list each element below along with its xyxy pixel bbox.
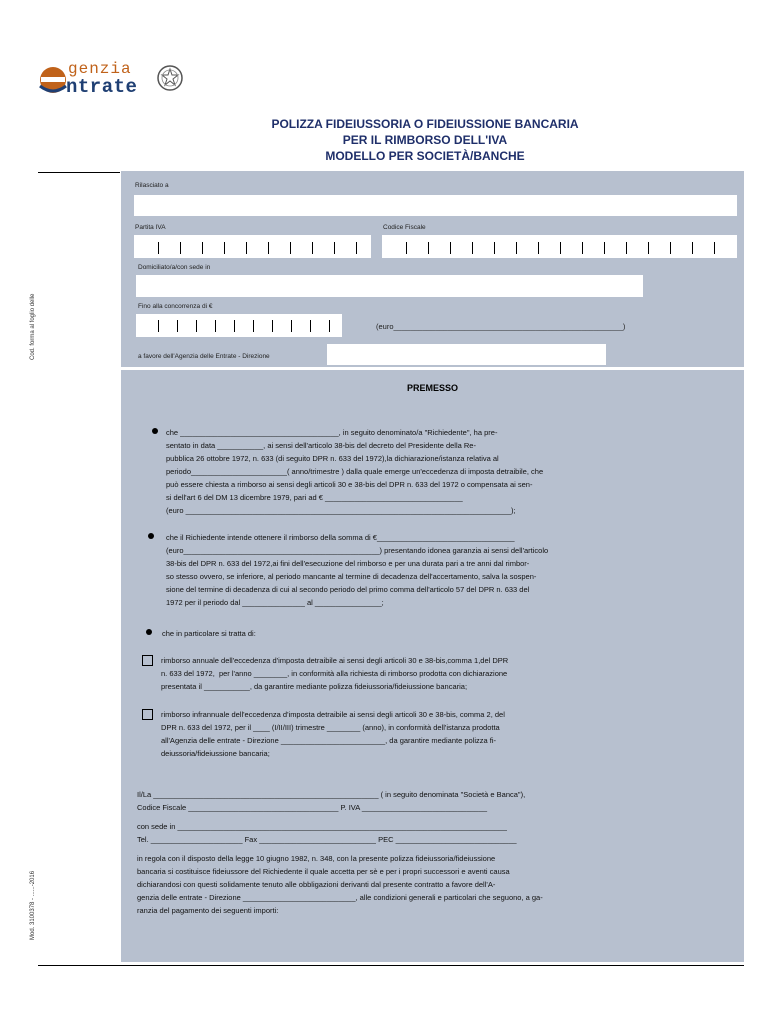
bullet-icon <box>148 533 154 539</box>
rilasciato-field[interactable] <box>134 195 737 216</box>
side-note-upper: Cod. forma al foglio delle <box>30 293 36 360</box>
paragraph-rimborso-somma: che il Richiedente intende ottenere il rimborso della somma di €_________________________________ (euro_______________________________________________) presentando idonea garanzia ai sensi dell'articolo 38-bis del DPR n. 633 del 1972,ai fini dell'esecuzione del rimborso e per una durata pari a tre anni dal rimbor- so stesso ovvero, se inferiore, al periodo mancante al termine di decadenza dell'accertamento, salva la sospen- sione del termine di decadenza di cui al secondo periodo del primo comma dell'articolo 57 del DPR n. 633 del 1972 per il periodo dal _______________ al ________________; <box>166 533 549 607</box>
concorrenza-label: Fino alla concorrenza di € <box>138 303 213 310</box>
rilasciato-label: Rilasciato a <box>135 182 169 189</box>
premesso-heading: PREMESSO <box>406 383 458 393</box>
paragraph-richiedente: che ______________________________________, in seguito denominato/a "Richiedente", ha pre- sentato in data ___________, ai sensi dell'articolo 38-bis del decreto del Presidente della Re- pubblica 26 ottobre 1972, n. 633 (di seguito DPR n. 633 del 1972),la dichiarazione/istanza relativa al periodo_______________________( anno/trimestre ) dalla quale emerge un'eccedenza di imposta detraibile, che può essere chiesta a rimborso ai sensi degli articoli 30 e 38-bis del DPR n. 633 del 1972 o compensata ai sen- si dell'art 6 del DM 13 dicembre 1979, pari ad € _________________________________ (euro ______________________________________________________________________________); <box>166 428 544 515</box>
logo-e-mark-icon <box>36 60 70 94</box>
paragraph-in-particolare: che in particolare si tratta di: <box>162 629 256 638</box>
rimborso-annuale-checkbox[interactable] <box>142 655 153 666</box>
paragraph-sede-contatti: con sede in _______________________________________________________________________________ Tel. ______________________ Fax ____________________________ PEC _____________________________ <box>137 822 517 844</box>
logo-word-entrate: ntrate <box>66 76 138 98</box>
domicilio-label: Domiciliato/a/con sede in <box>138 264 211 271</box>
title-line-1: POLIZZA FIDEIUSSORIA O FIDEIUSSIONE BANCARIA <box>271 117 579 131</box>
rimborso-infrannuale-checkbox[interactable] <box>142 709 153 720</box>
paragraph-rimborso-annuale: rimborso annuale dell'eccedenza d'imposta detraibile ai sensi degli articoli 30 e 38-bis,comma 1,del DPR n. 633 del 1972, per l'anno ________, in conformità alla richiesta di rimborso prodotta con dichiarazione presentata il ___________, da garantire mediante polizza fideiussoria/fideiussione bancaria; <box>161 656 509 691</box>
italian-republic-emblem-icon <box>156 64 184 92</box>
paragraph-fideiussore: in regola con il disposto della legge 10 giugno 1982, n. 348, con la presente polizza fideiussoria/fideiussione bancaria si costituisce fideiussore del Richiedente il quale accetta per sè e per i propri successori e aventi causa dichiarandosi con questi solidamente tenuto alle obbligazioni derivanti dal presente contratto a favore dell'A- genzia delle entrate - Direzione ___________________________, alle condizioni generali e particolari che seguono, a ga- ranzia del pagamento dei seguenti importi: <box>137 854 543 915</box>
side-note-lower: Mod. 3100378 - ......-2016 <box>30 870 36 940</box>
title-line-2: PER IL RIMBORSO DELL'IVA <box>342 133 508 147</box>
agenzia-entrate-logo <box>36 58 186 100</box>
domicilio-field[interactable] <box>136 275 643 297</box>
concorrenza-euro-words: (euro_______________________________________________________) <box>376 322 626 331</box>
paragraph-societa-banca: Il/La ______________________________________________________ ( in seguito denominata "Società e Banca"), Codice Fiscale ____________________________________ P. IVA ______________________________ <box>137 790 526 812</box>
bullet-icon <box>146 629 152 635</box>
document-title <box>170 116 680 164</box>
logo-word-agenzia: genzia <box>68 60 132 78</box>
title-line-3: MODELLO PER SOCIETÀ/BANCHE <box>325 149 525 163</box>
footer-divider <box>38 965 744 966</box>
codice-fiscale-digit-ticks <box>406 242 715 254</box>
bullet-icon <box>152 428 158 434</box>
codice-fiscale-label: Codice Fiscale <box>383 224 426 231</box>
header-divider <box>38 172 120 173</box>
partita-iva-digit-ticks <box>158 242 357 254</box>
concorrenza-digit-ticks <box>158 320 330 332</box>
direzione-field[interactable] <box>327 344 606 365</box>
partita-iva-label: Partita IVA <box>135 224 166 231</box>
paragraph-rimborso-infrannuale: rimborso infrannuale dell'eccedenza d'imposta detraibile ai sensi degli articoli 30 e 38-bis, comma 2, del DPR n. 633 del 1972, per il ____ (I/II/III) trimestre ________ (anno), in conformità dell'istanza prodotta all'Agenzia delle entrate - Direzione _________________________, da garantire mediante polizza fi- deiussoria/fideiussione bancaria; <box>161 710 505 758</box>
favore-label: a favore dell'Agenzia delle Entrate - Direzione <box>138 353 270 360</box>
